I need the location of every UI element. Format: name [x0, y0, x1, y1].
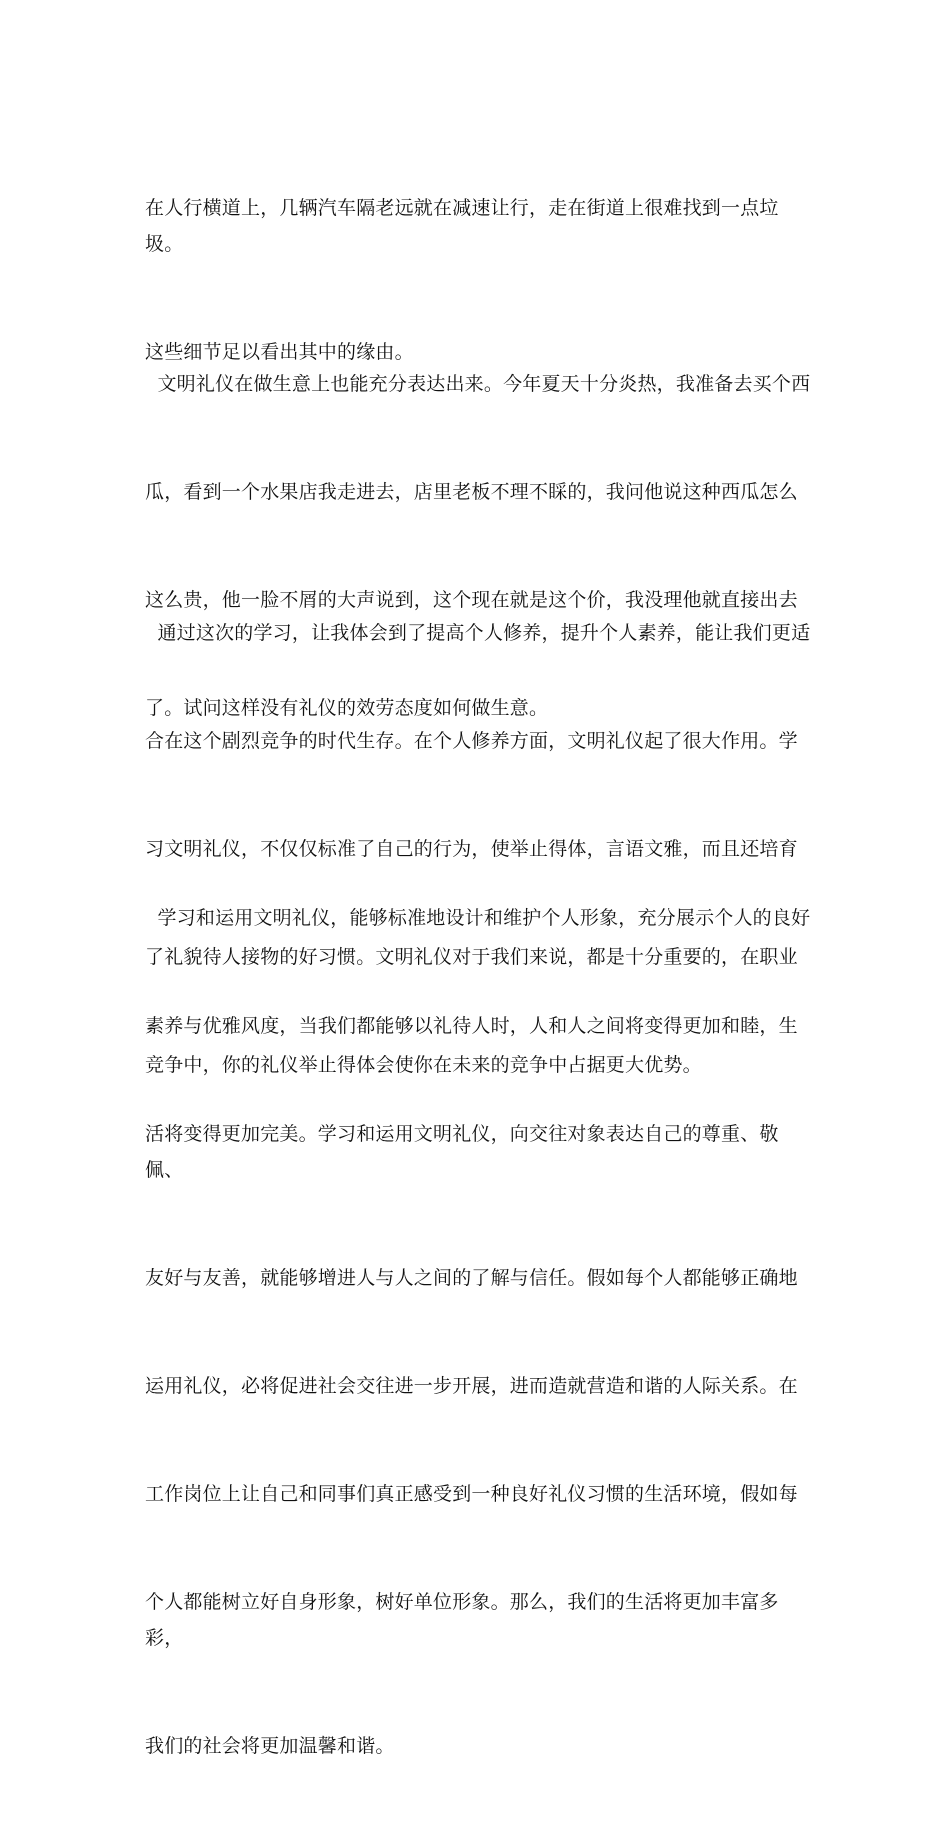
- text-line: 通过这次的学习，让我体会到了提高个人修养，提升个人素养，能让我们更适: [145, 622, 811, 644]
- text-line: 习文明礼仪，不仅仅标准了自己的行为，使举止得体，言语文雅，而且还培育: [145, 838, 798, 860]
- text-line: 文明礼仪在做生意上也能充分表达出来。今年夏天十分炎热，我准备去买个西: [145, 373, 811, 395]
- text-line: 我们的社会将更加温馨和谐。: [145, 1735, 395, 1757]
- text-line: 竞争中，你的礼仪举止得体会使你在未来的竞争中占据更大优势。: [145, 1054, 702, 1076]
- text-line: 合在这个剧烈竞争的时代生存。在个人修养方面，文明礼仪起了很大作用。学: [145, 730, 798, 752]
- text-line: 个人都能树立好自身形象，树好单位形象。那么，我们的生活将更加丰富多彩，: [145, 1591, 779, 1649]
- text-line: 瓜，看到一个水果店我走进去，店里老板不理不睬的，我问他说这种西瓜怎么: [145, 481, 798, 503]
- text-line: 学习和运用文明礼仪，能够标准地设计和维护个人形象，充分展示个人的良好: [145, 907, 811, 929]
- text-line: 运用礼仪，必将促进社会交往进一步开展，进而造就营造和谐的人际关系。在: [145, 1375, 798, 1397]
- paragraph-4: [145, 828, 815, 1836]
- text-line: 工作岗位上让自己和同事们真正感受到一种良好礼仪习惯的生活环境，假如每: [145, 1483, 798, 1505]
- text-line: 这些细节足以看出其中的缘由。: [145, 341, 414, 363]
- text-line: 素养与优雅风度，当我们都能够以礼待人时，人和人之间将变得更加和睦，生: [145, 1015, 798, 1037]
- text-line: 这么贵，他一脸不屑的大声说到，这个现在就是这个价，我没理他就直接出去: [145, 589, 798, 611]
- text-line: 友好与友善，就能够增进人与人之间的了解与信任。假如每个人都能够正确地: [145, 1267, 798, 1289]
- text-line: 了礼貌待人接物的好习惯。文明礼仪对于我们来说，都是十分重要的，在职业: [145, 946, 798, 968]
- text-line: 在人行横道上，几辆汽车隔老远就在减速让行，走在街道上很难找到一点垃圾。: [145, 197, 779, 255]
- text-line: 活将变得更加完美。学习和运用文明礼仪，向交往对象表达自己的尊重、敬佩、: [145, 1123, 779, 1181]
- text-line: 了。试问这样没有礼仪的效劳态度如何做生意。: [145, 697, 549, 719]
